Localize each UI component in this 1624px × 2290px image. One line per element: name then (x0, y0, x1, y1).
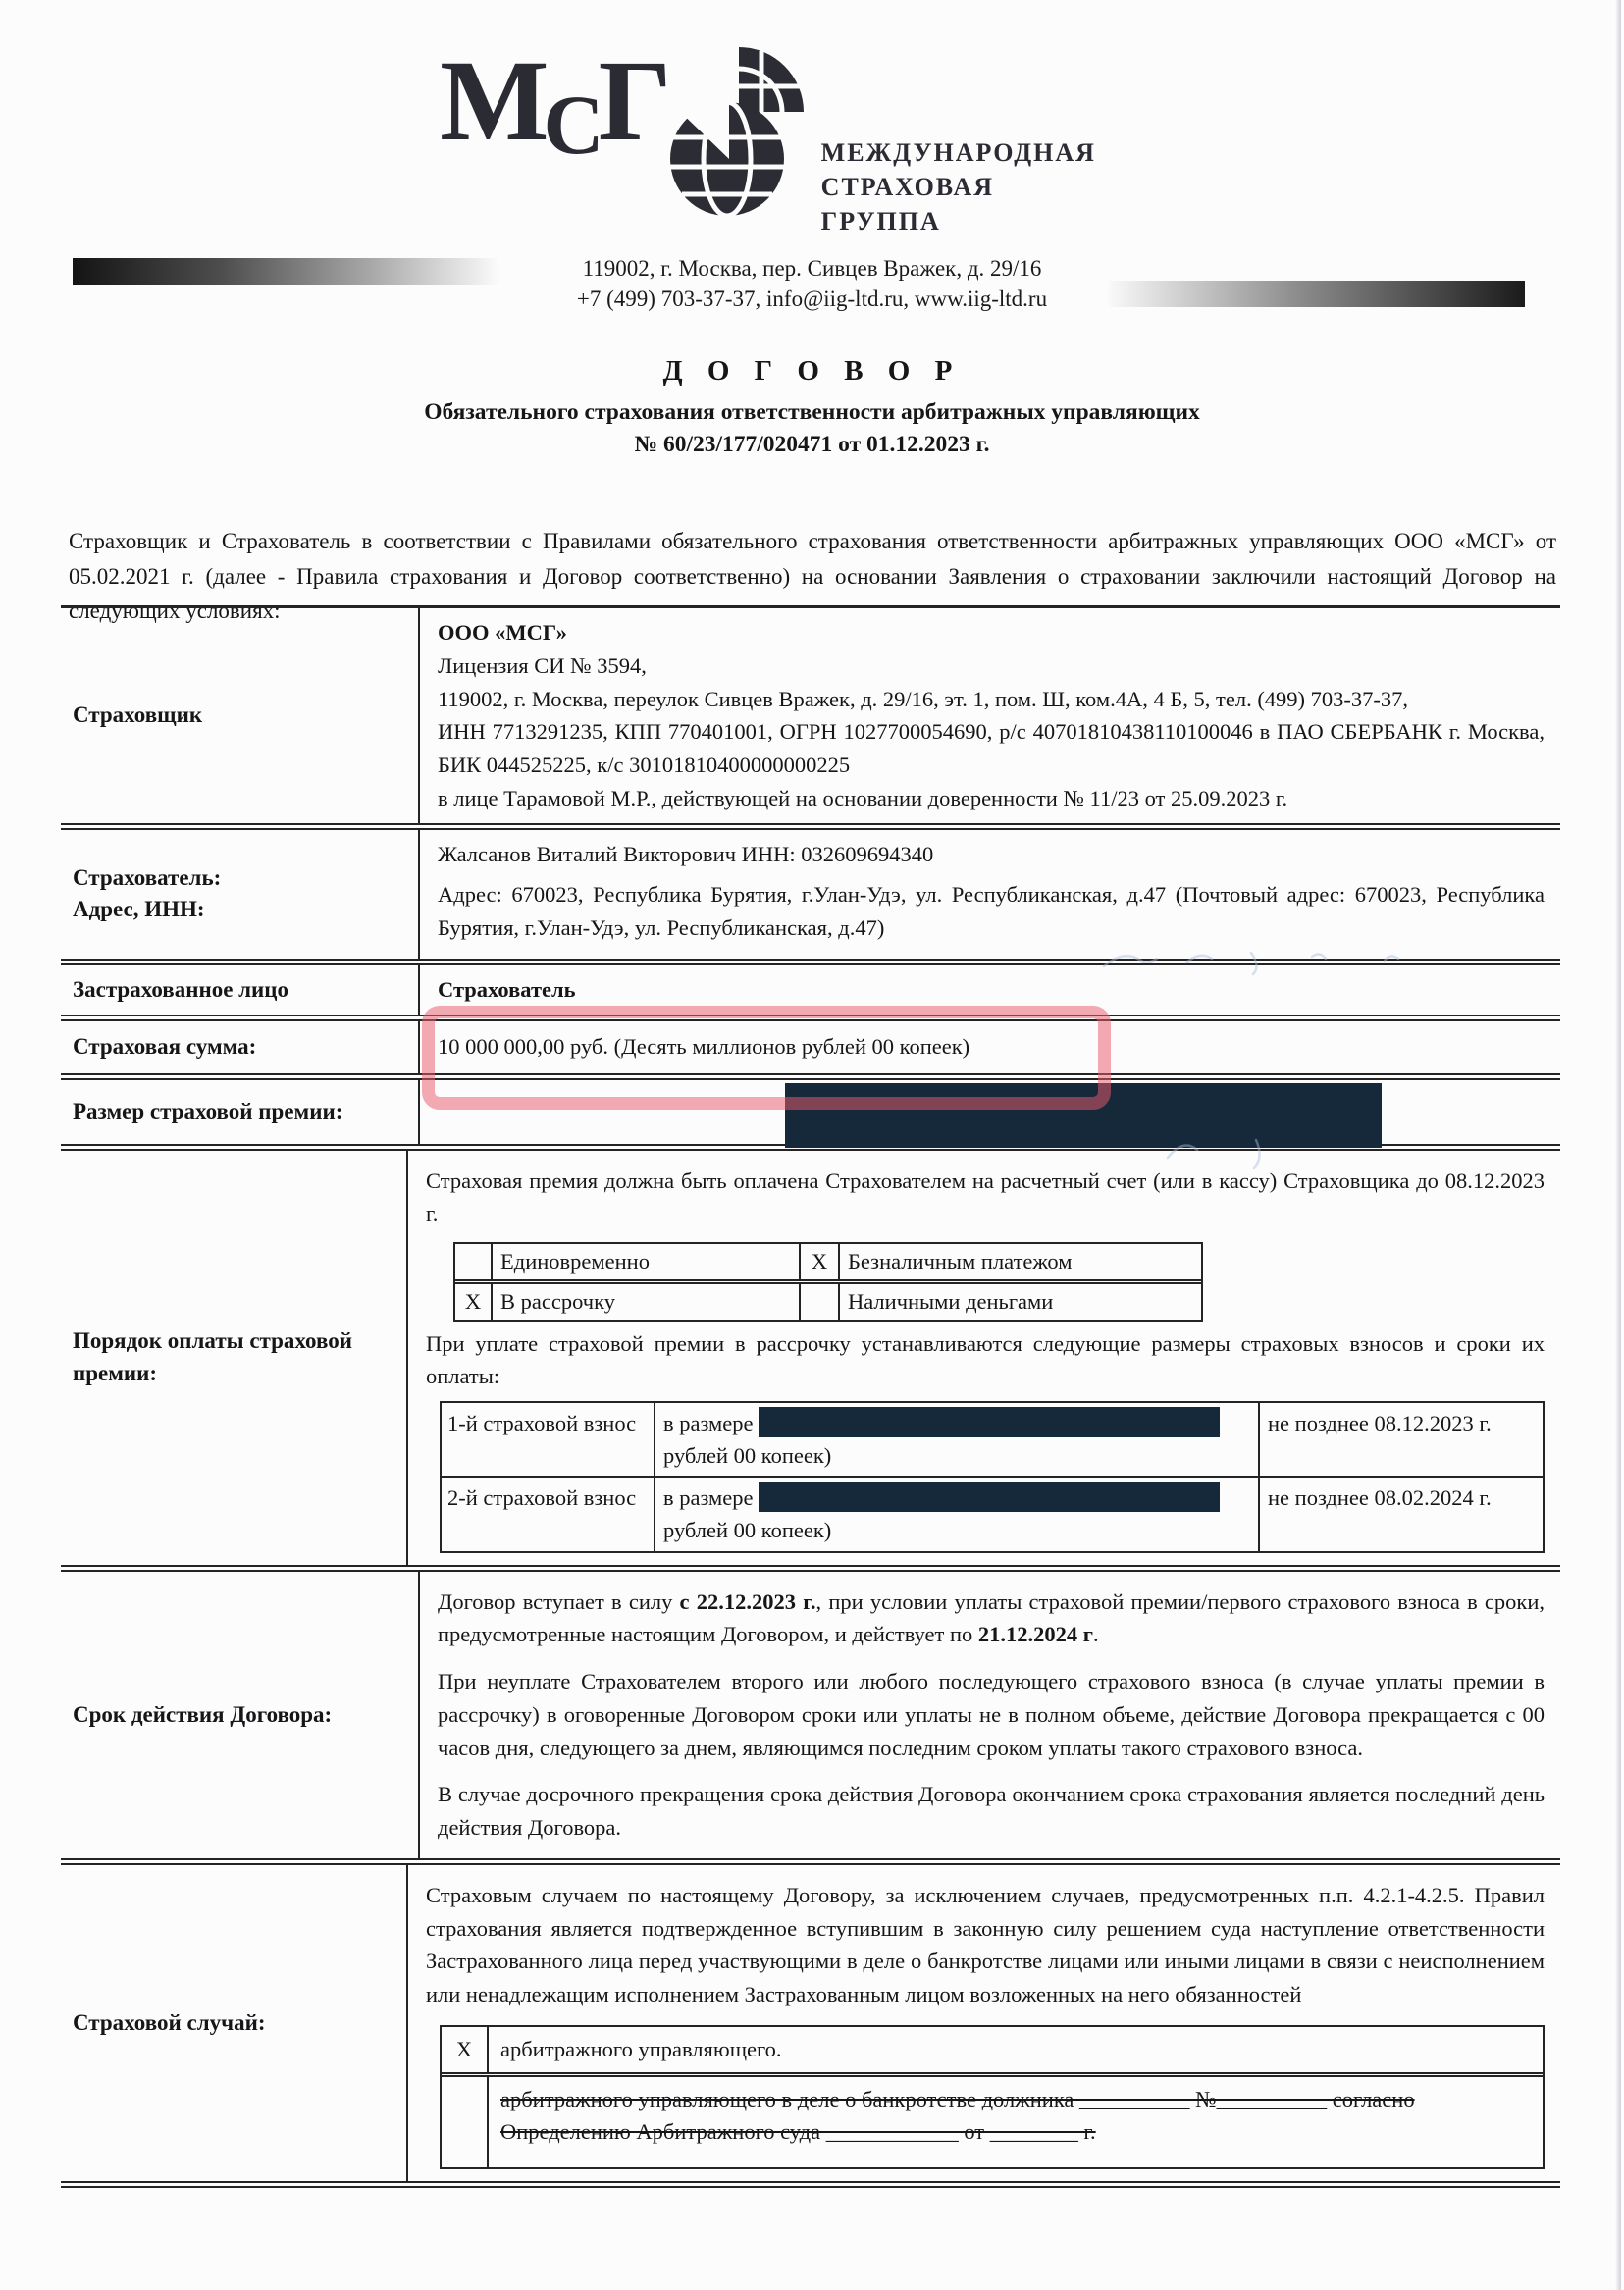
row-term (61, 1565, 1560, 1858)
term-details (420, 1572, 1560, 1858)
checkbox-arbitration-manager: X (442, 2027, 489, 2072)
title-subject: Обязательного страхования ответственности арбитражных управляющих (424, 399, 1200, 425)
redaction-box (759, 1482, 1220, 1512)
handwriting-marks (1099, 927, 1452, 996)
contacts-line: +7 (499) 703-37-37, info@iig-ltd.ru, www.iig-ltd.ru (576, 286, 1048, 311)
amount-prefix: в размере (663, 1485, 754, 1511)
org-name-line1: МЕЖДУНАРОДНАЯ (820, 138, 1096, 167)
handwriting-marks (1158, 1119, 1315, 1177)
insured-address: Адрес: 670023, Республика Бурятия, г.Улан-Удэ, ул. Республиканская, д.47 (Почтовый адрес: 670023, Республика Бурятия, г.Улан-Удэ, ул. Республиканская, д.47) (438, 882, 1545, 940)
premium-value (420, 1080, 1560, 1144)
insurer-details (420, 608, 1560, 823)
insured-label (61, 830, 420, 959)
payment-label: Порядок оплаты страховой премии: (61, 1151, 408, 1565)
logo-letter-c: С (543, 78, 599, 172)
checkbox-cash (801, 1284, 840, 1320)
redaction-box (759, 1407, 1220, 1437)
sum-insured-value: 10 000 000,00 руб. (Десять миллионов рублей 00 копеек) (438, 1034, 970, 1060)
globe-icon (660, 43, 808, 220)
installment-row-2 (442, 1476, 1543, 1550)
event-options-table (440, 2025, 1545, 2169)
label-cash: Наличными деньгами (848, 1288, 1054, 1314)
sum-insured-label: Страховая сумма: (61, 1021, 420, 1073)
event-label: Страховой случай: (61, 1865, 408, 2181)
term-p1-text: . (1092, 1622, 1099, 1647)
installment-1-deadline: не позднее 08.12.2023 г. (1268, 1411, 1492, 1435)
payment-intro: Страховая премия должна быть оплачена Страхователем на расчетный счет (или в кассу) Страховщика до 08.12.2023 г. (426, 1168, 1545, 1226)
term-paragraph-3: В случае досрочного прекращения срока действия Договора окончанием срока страхования является последний день действия Договора. (438, 1782, 1545, 1840)
event-details (408, 1865, 1560, 2181)
logo-letter-m: М (440, 36, 544, 165)
org-name-line3: ГРУППА (820, 207, 941, 236)
insurer-requisites: ИНН 7713291235, КПП 770401001, ОГРН 1027700054690, р/с 40701810438110100046 в ПАО СБЕРБАНК г. Москва, БИК 044525225, к/с 30101810400000000225 (438, 719, 1545, 777)
insurer-address: 119002, г. Москва, переулок Сивцев Вражек, д. 29/16, эт. 1, пом. Ш, ком.4А, 4 Б, 5, тел. (499) 703-37-37, (438, 686, 1409, 711)
payment-details (408, 1151, 1560, 1565)
checkbox-installments: X (455, 1284, 493, 1320)
payment-methods-table (453, 1242, 1203, 1322)
logo-letter-g: Г (598, 36, 666, 165)
title-number-date: № 60/23/177/020471 от 01.12.2023 г. (634, 432, 990, 457)
insured-label-line1: Страхователь: (73, 864, 222, 890)
row-insured-event (61, 1858, 1560, 2181)
event-option-1 (442, 2027, 1543, 2072)
intro-paragraph: Страховщик и Страхователь в соответствии с Правилами обязательного страхования ответственности арбитражных управляющих ООО «МСГ» от 05.02.2021 г. (далее - Правила страхования и Договор соответственно) на основании Заявления о страховании заключили настоящий Договор на следующих условиях: (69, 529, 1556, 624)
contract-table (61, 605, 1560, 2188)
payment-methods-row1 (455, 1244, 1201, 1279)
installment-1-name: 1-й страховой взнос (442, 1403, 655, 1476)
amount-suffix: рублей 00 копеек) (663, 1517, 832, 1542)
logo-monogram (440, 36, 666, 172)
org-name-line2: СТРАХОВАЯ (820, 173, 995, 202)
installment-2-name: 2-й страховой взнос (442, 1478, 655, 1550)
amount-prefix: в размере (663, 1411, 754, 1435)
insurer-label: Страховщик (61, 608, 420, 823)
company-logo (0, 36, 1624, 238)
insured-label-line2: Адрес, ИНН: (73, 897, 205, 922)
row-sum-insured (61, 1015, 1560, 1073)
struck-text: арбитражного управляющего в деле о банкротстве должника __________ №__________ согласно Определению Арбитражного суда ____________ от ________ г. (500, 2086, 1415, 2145)
row-payment-order (61, 1144, 1560, 1565)
insurer-name: ООО «МСГ» (438, 620, 567, 645)
insured-person-value: Страхователь (438, 976, 576, 1002)
insurer-license: Лицензия СИ № 3594, (438, 652, 647, 678)
row-insurer (61, 608, 1560, 823)
term-paragraph-2: При неуплате Страхователем второго или любого последующего страхового взноса (в случае уплаты премии в рассрочку) в оговоренные Договором сроки или уплаты не в полном объеме, действие Договора прекращается с 00 часов дня, следующего за днем, являющимся последним сроком уплаты такого страхового взноса. (438, 1669, 1545, 1760)
installment-2-amount (655, 1478, 1260, 1550)
org-name (821, 135, 1096, 238)
term-paragraph-1 (438, 1586, 1545, 1652)
insurer-signatory: в лице Тарамовой М.Р., действующей на основании доверенности № 11/23 от 25.09.2023 г. (438, 785, 1288, 810)
installments-table (440, 1401, 1545, 1553)
term-p1-text: Договор вступает в силу (438, 1588, 680, 1614)
term-end-date: 21.12.2024 г (977, 1622, 1093, 1647)
title-word: Д О Г О В О Р (662, 355, 962, 387)
term-label: Срок действия Договора: (61, 1572, 420, 1858)
term-p1-text: , при условии уплаты страховой премии/первого страхового взноса в сроки, предусмотренные настоящим Договором, и действует по (438, 1588, 1545, 1647)
checkbox-bankruptcy-case (442, 2077, 489, 2167)
checkbox-cashless: X (801, 1244, 840, 1279)
event-option-2-text (489, 2077, 1543, 2167)
insured-person-label: Застрахованное лицо (61, 965, 420, 1015)
label-cashless: Безналичным платежом (848, 1249, 1073, 1274)
insured-person: Жалсанов Виталий Викторович ИНН: 032609694340 (438, 841, 934, 866)
installment-1-amount (655, 1403, 1260, 1476)
term-start-date: с 22.12.2023 г. (679, 1588, 816, 1614)
installment-2-deadline: не позднее 08.02.2024 г. (1268, 1485, 1492, 1511)
payment-methods-row2 (455, 1279, 1201, 1320)
premium-label: Размер страховой премии: (61, 1080, 420, 1144)
event-option-1-text: арбитражного управляющего. (500, 2036, 782, 2061)
amount-suffix: рублей 00 копеек) (663, 1442, 832, 1468)
address-line: 119002, г. Москва, пер. Сивцев Вражек, д. 29/16 (582, 256, 1042, 281)
installments-intro: При уплате страховой премии в рассрочку устанавливаются следующие размеры страховых взносов и сроки их оплаты: (426, 1330, 1545, 1389)
label-lump-sum: Единовременно (493, 1244, 801, 1279)
scan-page-edge (1615, 0, 1621, 2290)
event-paragraph: Страховым случаем по настоящему Договору, за исключением случаев, предусмотренных п.п. 4.2.1-4.2.5. Правил страхования является подтвержденное вступившим в законную силу решением суда наступление ответственности Застрахованного лица перед участвующими в деле о банкротстве лицами или иными лицами в связи с неисполнением или ненадлежащим исполнением Застрахованным лицом возложенных на него обязанностей (426, 1882, 1545, 2006)
label-installments: В рассрочку (493, 1284, 801, 1320)
row-premium (61, 1073, 1560, 1144)
checkbox-lump-sum (455, 1244, 493, 1279)
document-title (0, 355, 1624, 458)
company-address (0, 253, 1624, 314)
installment-row-1 (442, 1403, 1543, 1476)
event-option-2 (442, 2072, 1543, 2167)
